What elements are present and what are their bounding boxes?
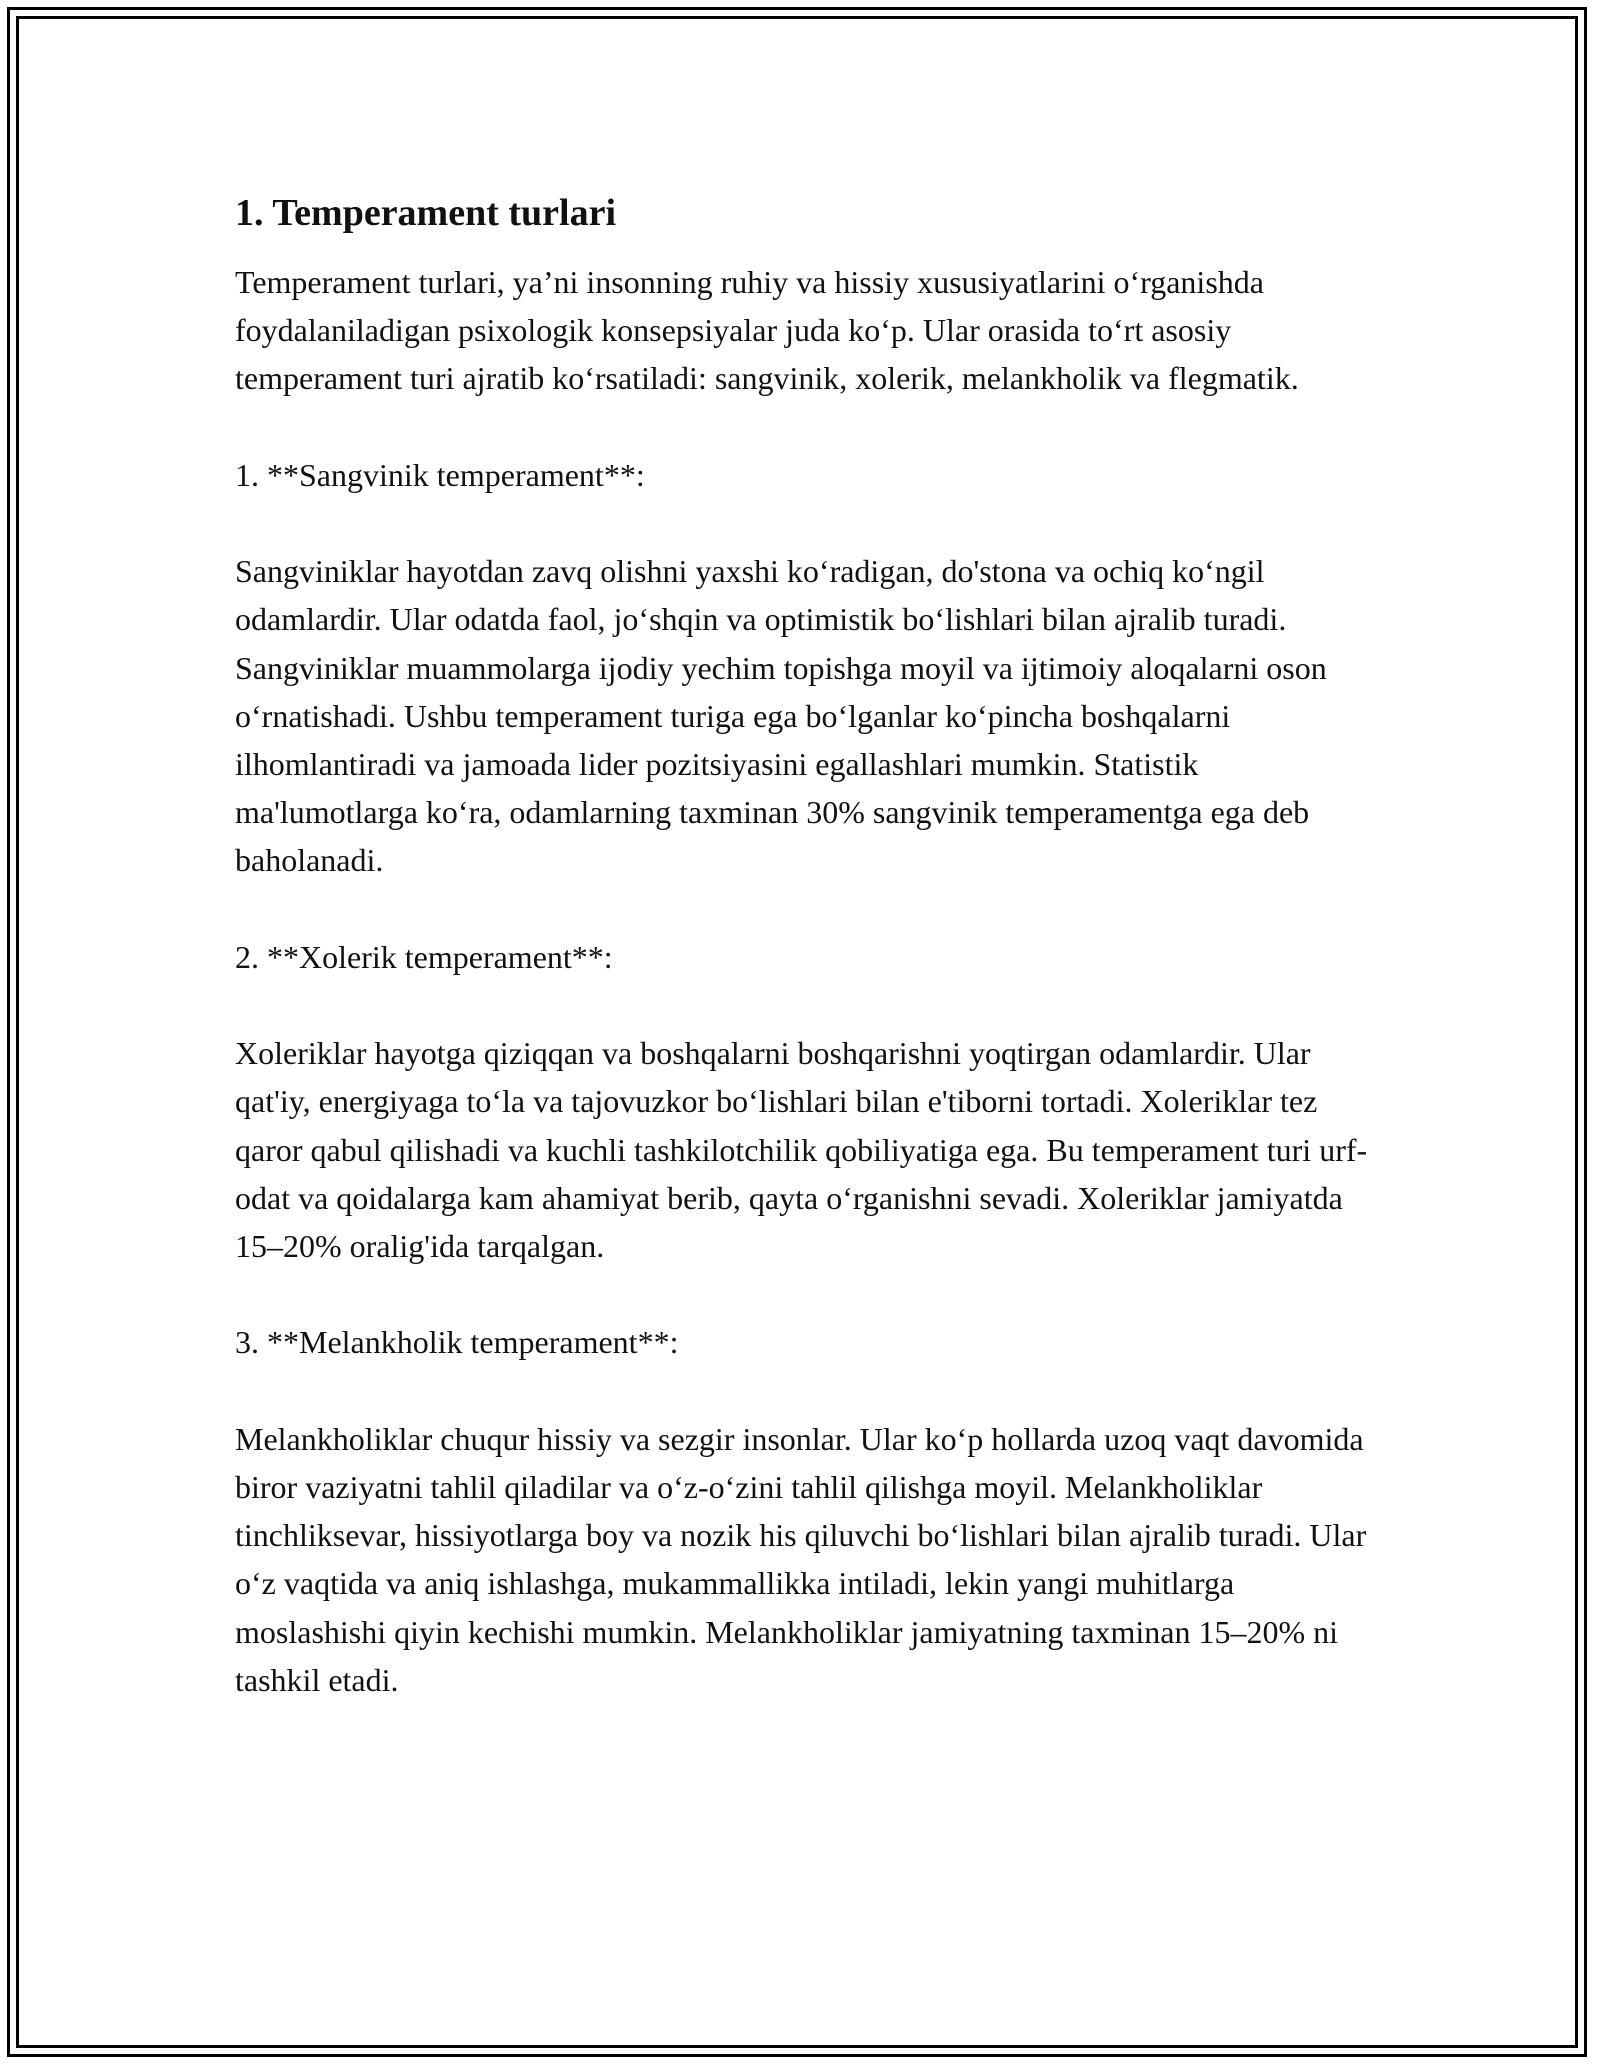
intro-paragraph: Temperament turlari, ya’ni insonning ruhiy va hissiy xususiyatlarini o‘rganishda foydalaniladigan psixologik konsepsiyalar juda ko‘p. Ular orasida to‘rt asosiy temperament turi ajratib ko‘rsatiladi: sangvinik, xolerik, melankholik va flegmatik. — [235, 264, 1299, 397]
sangvinik-paragraph: Sangviniklar hayotdan zavq olishni yaxshi ko‘radigan, do'stona va ochiq ko‘ngil odamlardir. Ular odatda faol, jo‘shqin va optimistik bo‘lishlari bilan ajralib turadi. Sangviniklar muammolarga ijodiy yechim topishga moyil va ijtimoiy aloqalarni oson o‘rnatishadi. Ushbu temperament turiga ega bo‘lganlar ko‘pincha boshqalarni ilhomlantiradi va jamoada lider pozitsiyasini egallashlari mumkin. Statistik ma'lumotlarga ko‘ra, odamlarning taxminan 30% sangvinik temperamentga ega deb baholanadi. — [235, 553, 1327, 879]
melankholik-heading: 3. **Melankholik temperament**: — [235, 1324, 679, 1361]
xolerik-paragraph: Xoleriklar hayotga qiziqqan va boshqalarni boshqarishni yoqtirgan odamlardir. Ular qat'iy, energiyaga to‘la va tajovuzkor bo‘lishlari bilan e'tiborni tortadi. Xoleriklar tez qaror qabul qilishadi va kuchli tashkilotchilik qobiliyatiga ega. Bu temperament turi urf-odat va qoidalarga kam ahamiyat berib, qayta o‘rganishni sevadi. Xoleriklar jamiyatda 15–20% oralig'ida tarqalgan. — [235, 1035, 1368, 1264]
section-title: 1. Temperament turlari — [235, 192, 617, 234]
sangvinik-heading: 1. **Sangvinik temperament**: — [235, 456, 645, 493]
document-body — [235, 188, 1375, 1752]
xolerik-heading: 2. **Xolerik temperament**: — [235, 938, 613, 975]
melankholik-paragraph: Melankholiklar chuqur hissiy va sezgir insonlar. Ular ko‘p hollarda uzoq vaqt davomida biror vaziyatni tahlil qiladilar va o‘z-o‘zini tahlil qilishga moyil. Melankholiklar tinchliksevar, hissiyotlarga boy va nozik his qiluvchi bo‘lishlari bilan ajralib turadi. Ular o‘z vaqtida va aniq ishlashga, mukammallikka intiladi, lekin yangi muhitlarga moslashishi qiyin kechishi mumkin. Melankholiklar jamiyatning taxminan 15–20% ni tashkil etadi. — [235, 1420, 1367, 1698]
